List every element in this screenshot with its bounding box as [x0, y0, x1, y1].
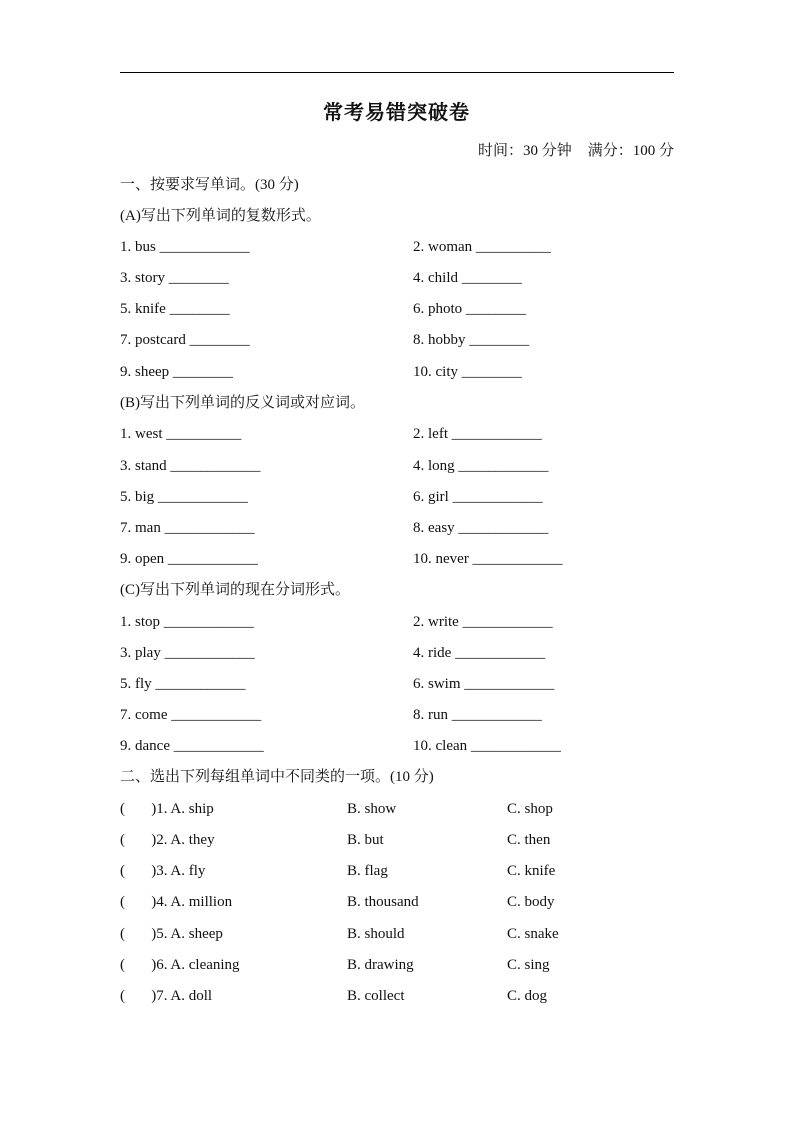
question-row [120, 674, 680, 694]
question-item: 6. girl ____________ [413, 489, 543, 505]
choice-a: ( )2. A. they [120, 832, 215, 848]
choice-a: ( )3. A. fly [120, 863, 206, 879]
time-limit: 时间：30 分钟 [477, 143, 572, 159]
question-row [120, 456, 680, 476]
choice-b: B. collect [347, 988, 405, 1004]
top-rule [120, 72, 674, 73]
part1-heading: 一、按要求写单词。(30 分) [120, 177, 299, 193]
question-item: 7. postcard ________ [120, 332, 250, 348]
question-item: 8. run ____________ [413, 707, 542, 723]
question-row [120, 268, 680, 288]
choice-b: B. thousand [347, 894, 419, 910]
question-item: 10. clean ____________ [413, 738, 561, 754]
choice-row [120, 892, 680, 912]
question-item: 10. never ____________ [413, 551, 563, 567]
question-item: 5. fly ____________ [120, 676, 246, 692]
question-item: 6. photo ________ [413, 301, 526, 317]
page-title: 常考易错突破卷 [323, 102, 470, 124]
question-row [120, 237, 680, 257]
question-item: 1. bus ____________ [120, 239, 250, 255]
question-row [120, 705, 680, 725]
full-score: 满分：100 分 [587, 143, 674, 159]
question-item: 8. hobby ________ [413, 332, 530, 348]
question-item: 2. woman __________ [413, 239, 551, 255]
question-item: 5. big ____________ [120, 489, 248, 505]
question-row [120, 362, 680, 382]
question-row [120, 487, 680, 507]
question-item: 3. play ____________ [120, 645, 255, 661]
choice-row [120, 830, 680, 850]
question-item: 5. knife ________ [120, 301, 230, 317]
choice-c: C. body [507, 894, 555, 910]
question-row [120, 549, 680, 569]
question-item: 7. man ____________ [120, 520, 255, 536]
choice-c: C. sing [507, 957, 550, 973]
part2-heading: 二、选出下列每组单词中不同类的一项。(10 分) [120, 769, 434, 785]
question-item: 3. stand ____________ [120, 458, 261, 474]
choice-c: C. then [507, 832, 551, 848]
question-item: 2. write ____________ [413, 614, 553, 630]
choice-a: ( )6. A. cleaning [120, 957, 240, 973]
choice-b: B. drawing [347, 957, 414, 973]
choice-b: B. flag [347, 863, 388, 879]
choice-row [120, 799, 680, 819]
question-item: 4. long ____________ [413, 458, 549, 474]
section-b-heading: (B)写出下列单词的反义词或对应词。 [120, 395, 365, 411]
question-item: 1. west __________ [120, 426, 242, 442]
choice-row [120, 955, 680, 975]
section-c-heading: (C)写出下列单词的现在分词形式。 [120, 582, 350, 598]
choice-a: ( )1. A. ship [120, 801, 214, 817]
question-row [120, 299, 680, 319]
question-item: 4. child ________ [413, 270, 522, 286]
question-item: 4. ride ____________ [413, 645, 546, 661]
choice-c: C. shop [507, 801, 553, 817]
question-item: 10. city ________ [413, 364, 522, 380]
choice-a: ( )4. A. million [120, 894, 233, 910]
question-item: 9. open ____________ [120, 551, 258, 567]
choice-b: B. should [347, 926, 405, 942]
question-item: 3. story ________ [120, 270, 229, 286]
exam-meta [478, 139, 674, 160]
choice-c: C. dog [507, 988, 548, 1004]
choice-b: B. but [347, 832, 384, 848]
question-item: 9. dance ____________ [120, 738, 264, 754]
question-row [120, 518, 680, 538]
question-item: 8. easy ____________ [413, 520, 549, 536]
question-row [120, 330, 680, 350]
choice-c: C. snake [507, 926, 559, 942]
question-row [120, 736, 680, 756]
question-item: 1. stop ____________ [120, 614, 254, 630]
choice-row [120, 986, 680, 1006]
question-item: 7. come ____________ [120, 707, 262, 723]
question-row [120, 424, 680, 444]
choice-a: ( )7. A. doll [120, 988, 213, 1004]
choice-b: B. show [347, 801, 397, 817]
choice-row [120, 924, 680, 944]
choice-c: C. knife [507, 863, 556, 879]
choice-a: ( )5. A. sheep [120, 926, 223, 942]
question-item: 2. left ____________ [413, 426, 542, 442]
section-a-heading: (A)写出下列单词的复数形式。 [120, 208, 321, 224]
question-row [120, 612, 680, 632]
question-item: 9. sheep ________ [120, 364, 233, 380]
question-item: 6. swim ____________ [413, 676, 555, 692]
choice-row [120, 861, 680, 881]
question-row [120, 643, 680, 663]
